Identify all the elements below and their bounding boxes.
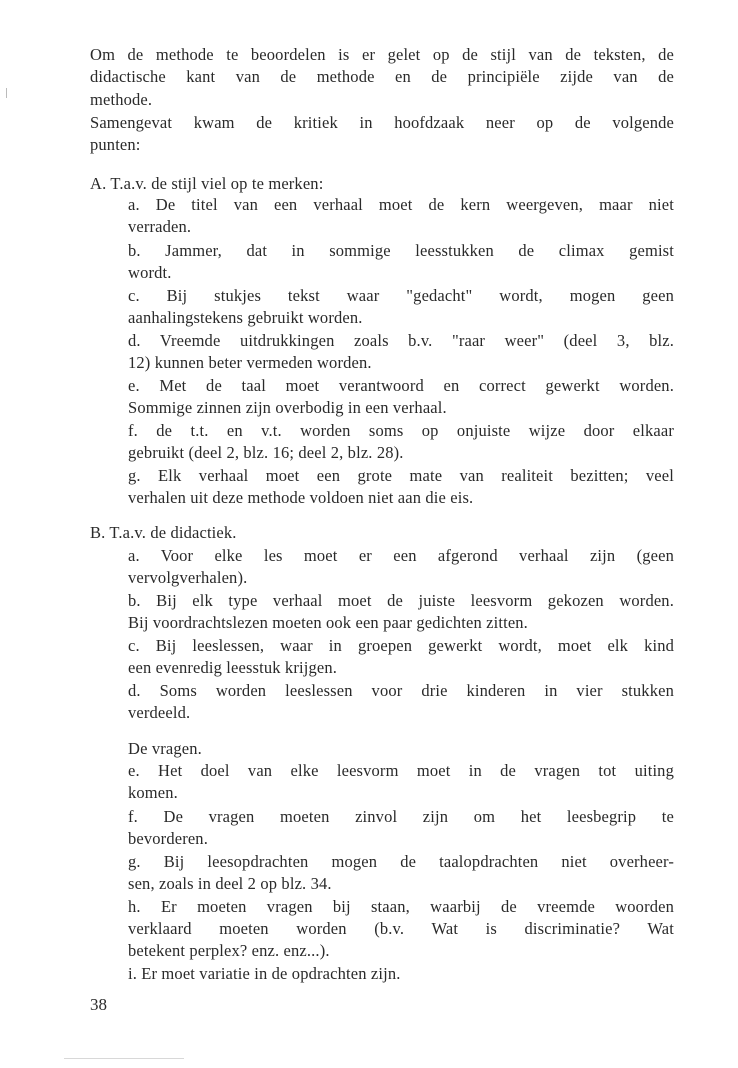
section-b-item-a-line-1: a. Voor elke les moet er een afgerond verhaal zijn (geen: [128, 546, 674, 565]
section-a-item-a-line-2: verraden.: [128, 217, 192, 236]
intro-line-4: Samengevat kwam de kritiek in hoofdzaak neer op de volgende: [90, 113, 674, 132]
section-b-item-g-line-2: sen, zoals in deel 2 op blz. 34.: [128, 874, 332, 893]
section-b-item-f-line-2: bevorderen.: [128, 829, 208, 848]
intro-line-3: methode.: [90, 90, 153, 109]
section-a-item-b-line-1: b. Jammer, dat in sommige leesstukken de climax gemist: [128, 241, 674, 260]
section-b-item-d-line-1: d. Soms worden leeslessen voor drie kinderen in vier stukken: [128, 681, 674, 700]
section-a-heading: A. T.a.v. de stijl viel op te merken:: [90, 174, 324, 193]
section-a-item-g-line-2: verhalen uit deze methode voldoen niet aan die eis.: [128, 488, 474, 507]
section-a-item-a-line-1: a. De titel van een verhaal moet de kern weergeven, maar niet: [128, 195, 674, 214]
section-a-item-f-line-1: f. de t.t. en v.t. worden soms op onjuiste wijze door elkaar: [128, 421, 674, 440]
section-b-item-h-line-2: verklaard moeten worden (b.v. Wat is discriminatie? Wat: [128, 919, 674, 938]
section-b-item-c-line-1: c. Bij leeslessen, waar in groepen gewerkt wordt, moet elk kind: [128, 636, 674, 655]
section-a-item-c-line-2: aanhalingstekens gebruikt worden.: [128, 308, 363, 327]
section-a-item-f-line-2: gebruikt (deel 2, blz. 16; deel 2, blz. 28).: [128, 443, 404, 462]
section-b-item-d-line-2: verdeeld.: [128, 703, 191, 722]
section-a-item-e-line-2: Sommige zinnen zijn overbodig in een verhaal.: [128, 398, 447, 417]
section-b-heading: B. T.a.v. de didactiek.: [90, 523, 237, 542]
vragen-heading: De vragen.: [128, 739, 202, 758]
section-b-item-b-line-1: b. Bij elk type verhaal moet de juiste leesvorm gekozen worden.: [128, 591, 674, 610]
section-b-item-e-line-1: e. Het doel van elke leesvorm moet in de vragen tot uiting: [128, 761, 674, 780]
intro-line-2: didactische kant van de methode en de principiële zijde van de: [90, 67, 674, 86]
section-b-item-e-line-2: komen.: [128, 783, 178, 802]
section-b-item-b-line-2: Bij voordrachtslezen moeten ook een paar gedichten zitten.: [128, 613, 528, 632]
intro-line-5: punten:: [90, 135, 141, 154]
section-a-item-d-line-2: 12) kunnen beter vermeden worden.: [128, 353, 372, 372]
section-b-item-h-line-1: h. Er moeten vragen bij staan, waarbij de vreemde woorden: [128, 897, 674, 916]
section-a-item-b-line-2: wordt.: [128, 263, 172, 282]
section-b-item-a-line-2: vervolgverhalen).: [128, 568, 248, 587]
section-b-item-c-line-2: een evenredig leesstuk krijgen.: [128, 658, 337, 677]
margin-mark: [6, 88, 7, 98]
section-b-item-i-line-1: i. Er moet variatie in de opdrachten zijn.: [128, 964, 401, 983]
section-b-item-g-line-1: g. Bij leesopdrachten mogen de taalopdrachten niet overheer-: [128, 852, 674, 871]
footer-rule: [64, 1058, 184, 1059]
section-a-item-c-line-1: c. Bij stukjes tekst waar "gedacht" wordt, mogen geen: [128, 286, 674, 305]
section-a-item-g-line-1: g. Elk verhaal moet een grote mate van realiteit bezitten; veel: [128, 466, 674, 485]
intro-line-1: Om de methode te beoordelen is er gelet op de stijl van de teksten, de: [90, 45, 674, 64]
section-a-item-d-line-1: d. Vreemde uitdrukkingen zoals b.v. "raar weer" (deel 3, blz.: [128, 331, 674, 350]
page-number: 38: [90, 995, 107, 1014]
section-a-item-e-line-1: e. Met de taal moet verantwoord en correct gewerkt worden.: [128, 376, 674, 395]
section-b-item-f-line-1: f. De vragen moeten zinvol zijn om het leesbegrip te: [128, 807, 674, 826]
section-b-item-h-line-3: betekent perplex? enz. enz...).: [128, 941, 330, 960]
